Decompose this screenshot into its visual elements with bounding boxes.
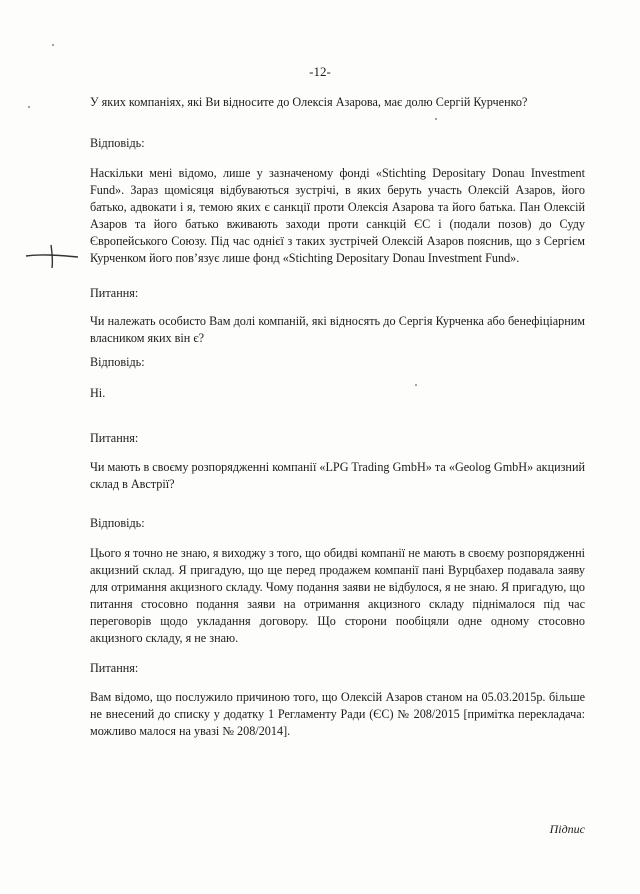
scan-speck (28, 106, 30, 108)
question-azarov-companies: У яких компаніях, які Ви відносите до Олексія Азарова, має долю Сергій Курченко? (90, 95, 528, 109)
answer-donau-fund: Наскільки мені відомо, лише у зазначеному фонді «Stichting Depositary Donau Investment Fund». Зараз щомісяця відбуваються зустрічі, в яких беруть участь Олексій Азаров, його батько, адвокати і я, темою яких є санкції проти Олексія Азарова та його батька. Пан Олексій Азаров та його батько вживають заходи проти санкцій ЄС і (подали позов) до Суду Європейського Союзу. Під час однієї з таких зустрічей Олексій Азаров пояснив, що з Сергієм Курченком його пов’язує лише фонд «Stichting Depositary Donau Investment Fund». (90, 166, 585, 265)
answer-label-1: Відповідь: (90, 136, 145, 150)
question-label-3: Питання: (90, 431, 139, 445)
signature-label: Підпис (549, 822, 585, 836)
answer-no: Ні. (90, 386, 106, 400)
question-kurchenko-shares: Чи належать особисто Вам долі компаній, які відносять до Сергія Курченка або бенефіціарним власником яких він є? (90, 314, 585, 345)
question-excise-warehouse: Чи мають в своєму розпорядженні компанії «LPG Trading GmbH» та «Geolog GmbH» акцизний склад в Австрії? (90, 460, 585, 491)
scan-speck (415, 384, 417, 386)
handwritten-margin-mark (22, 241, 82, 271)
answer-label-3: Відповідь: (90, 516, 145, 530)
question-sanctions-list: Вам відомо, що послужило причиною того, що Олексій Азаров станом на 05.03.2015р. більше не внесений до списку у додатку 1 Регламенту Ради (ЄС) № 208/2015 [примітка перекладача: можливо малося на увазі № 208/2014]. (90, 690, 585, 738)
answer-label-2: Відповідь: (90, 355, 145, 369)
question-label-2: Питання: (90, 286, 139, 300)
answer-excise-warehouse: Цього я точно не знаю, я виходжу з того, що обидві компанії не мають в своєму розпорядженні акцизний склад. Я пригадую, що ще перед продажем компанії пані Вурцбахер подавала заяву для отримання акцизного складу. Чому подання заяви не відбулося, я не знаю. Я пригадую, що питання стосовно подання заяви на отримання акцизного складу піднімалося під час переговорів щодо укладання договору. Що сторони пообіцяли одне одному стосовно акцизного складу, я не знаю. (90, 546, 585, 645)
question-label-4: Питання: (90, 661, 139, 675)
scan-speck (52, 44, 54, 46)
scan-speck (435, 118, 437, 120)
page-number: -12- (309, 64, 331, 79)
